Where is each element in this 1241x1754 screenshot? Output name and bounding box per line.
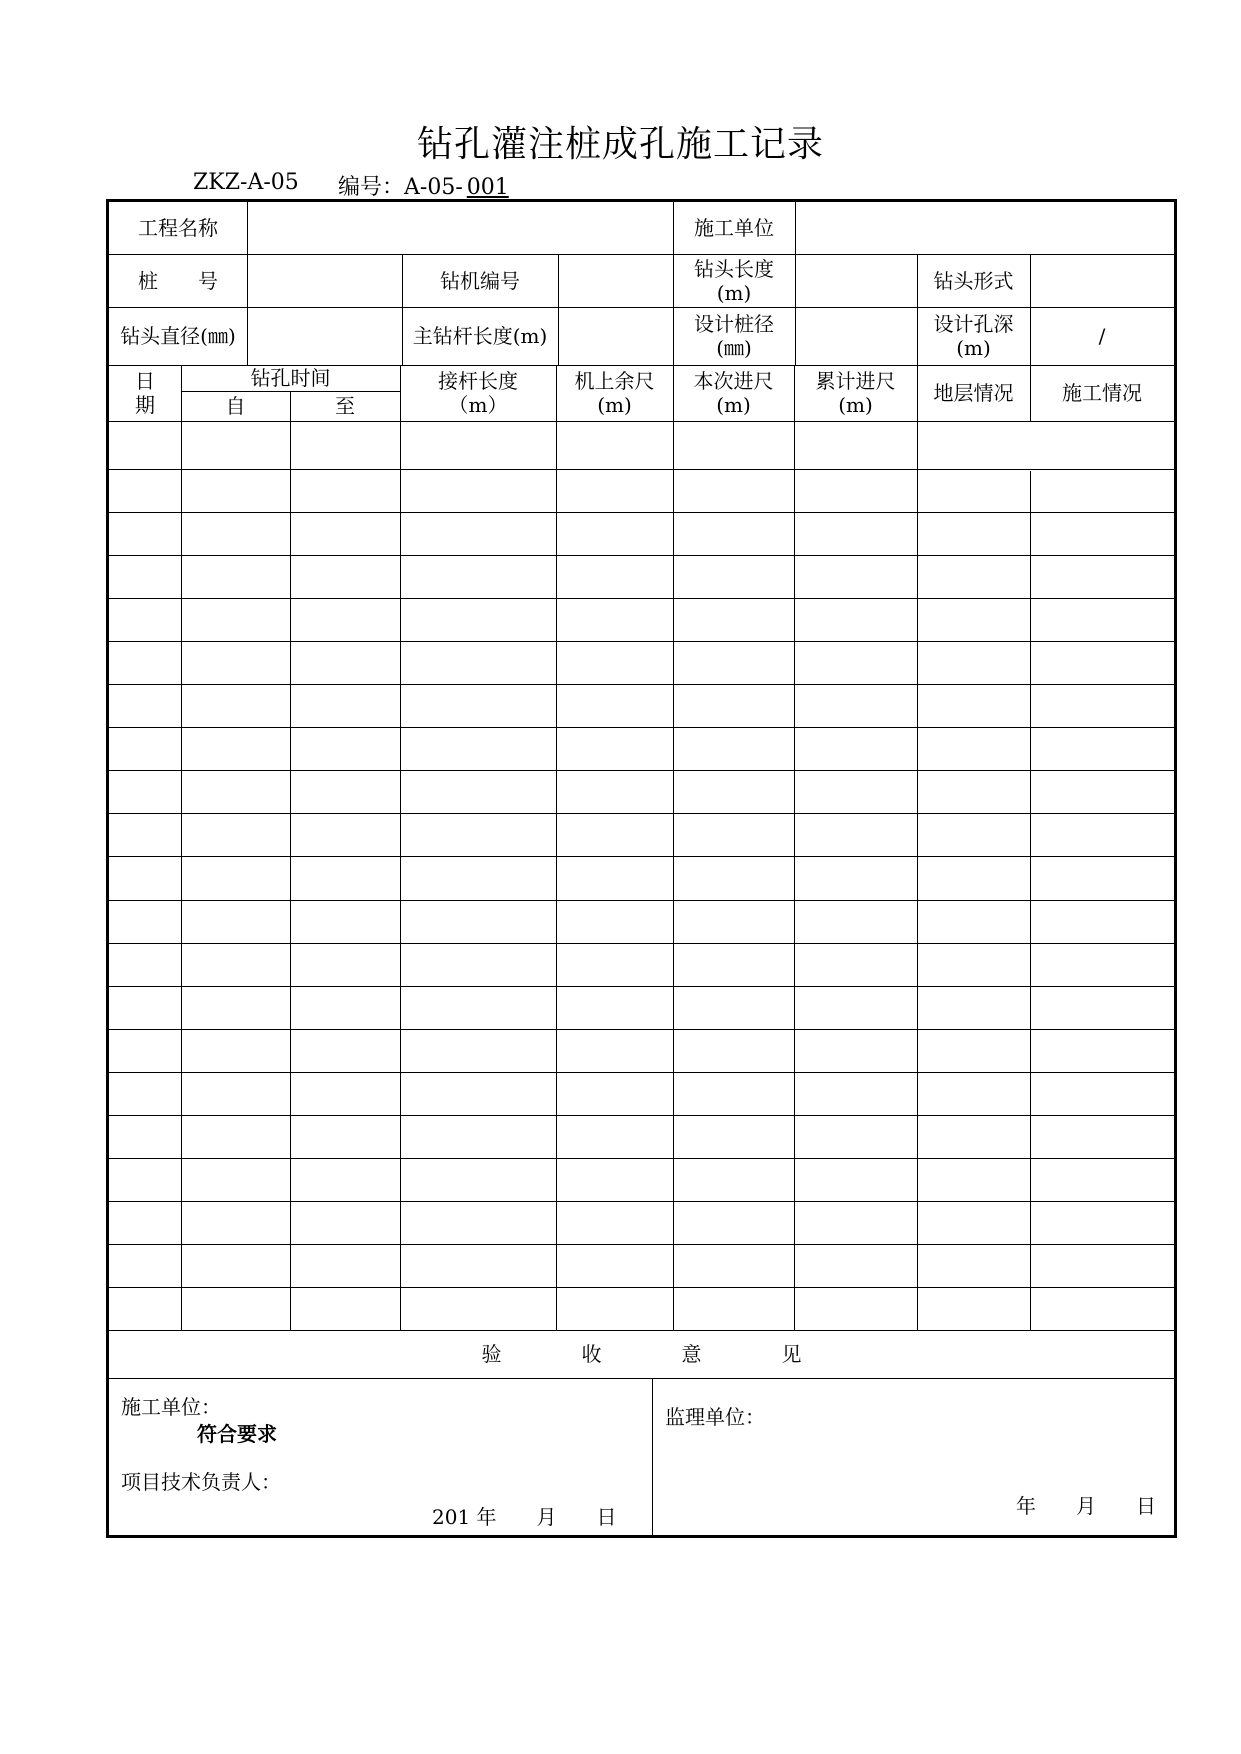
bit-type-label: 钻头形式 [933,268,1014,293]
table-cell[interactable] [1030,1072,1174,1115]
technical-lead-label: 项目技术负责人： [121,1470,281,1494]
table-cell[interactable] [917,421,1030,469]
table-cell[interactable] [181,1201,290,1244]
table-cell[interactable] [290,684,400,727]
table-cell[interactable] [673,1072,794,1115]
contractor-opinion[interactable]: 符合要求 [197,1422,277,1446]
rig-no-field[interactable] [558,254,673,307]
table-cell[interactable] [400,1072,556,1115]
table-cell[interactable] [794,598,917,641]
table-cell[interactable] [1030,770,1174,813]
rig-no-label: 钻机编号 [440,268,520,293]
table-cell[interactable] [400,555,556,598]
table-cell[interactable] [794,512,917,555]
table-cell[interactable] [181,1072,290,1115]
col-date: 日 期 [135,369,155,417]
table-cell[interactable] [109,1029,181,1072]
table-cell[interactable] [181,770,290,813]
table-cell[interactable] [794,727,917,770]
table-cell[interactable] [109,986,181,1029]
table-cell[interactable] [917,598,1030,641]
table-cell[interactable] [400,598,556,641]
table-cell[interactable] [794,1072,917,1115]
table-cell[interactable] [673,1287,794,1330]
table-cell[interactable] [556,856,673,899]
table-cell[interactable] [181,1115,290,1158]
table-cell[interactable] [290,1115,400,1158]
table-cell[interactable] [290,598,400,641]
table-cell[interactable] [400,684,556,727]
table-cell[interactable] [794,943,917,986]
table-cell[interactable] [917,555,1030,598]
table-cell[interactable] [400,900,556,943]
table-cell[interactable] [917,900,1030,943]
col-extension-length: 接杆长度 （m） [438,369,518,417]
table-cell[interactable] [109,641,181,684]
table-cell[interactable] [794,641,917,684]
table-cell[interactable] [556,641,673,684]
table-cell[interactable] [109,813,181,856]
table-cell[interactable] [1030,1029,1174,1072]
table-cell[interactable] [290,469,400,512]
table-cell[interactable] [673,900,794,943]
table-cell[interactable] [673,856,794,899]
contractor-field[interactable] [803,202,1173,254]
table-cell[interactable] [1030,684,1174,727]
col-remaining: 机上余尺 (m) [574,369,655,417]
table-cell[interactable] [917,1115,1030,1158]
document-title: 钻孔灌注桩成孔施工记录 [416,124,824,165]
table-cell[interactable] [673,1029,794,1072]
table-cell[interactable] [109,555,181,598]
table-cell[interactable] [109,1115,181,1158]
table-cell[interactable] [556,770,673,813]
main-rod-field[interactable] [558,307,673,365]
table-cell[interactable] [400,813,556,856]
table-cell[interactable] [400,1115,556,1158]
table-cell[interactable] [400,1201,556,1244]
table-cell[interactable] [794,813,917,856]
table-cell[interactable] [181,986,290,1029]
table-cell[interactable] [1030,1201,1174,1244]
table-cell[interactable] [290,813,400,856]
table-cell[interactable] [556,1244,673,1287]
col-from: 自 [225,394,246,418]
table-cell[interactable] [917,986,1030,1029]
table-cell[interactable] [290,943,400,986]
bit-length-field[interactable] [795,254,917,307]
table-cell[interactable] [917,1029,1030,1072]
col-drill-time: 钻孔时间 [250,366,331,390]
table-cell[interactable] [1030,1158,1174,1201]
table-cell[interactable] [794,1287,917,1330]
table-cell[interactable] [794,770,917,813]
table-cell[interactable] [1030,986,1174,1029]
table-cell[interactable] [556,813,673,856]
supervisor-sign-label: 监理单位： [665,1405,765,1429]
table-cell[interactable] [109,943,181,986]
grid-line [247,202,248,254]
col-cumulative-advance: 累计进尺 (m) [815,369,896,417]
table-cell[interactable] [181,1158,290,1201]
bit-length-label: 钻头长度 (m) [694,256,774,305]
table-cell[interactable] [400,1158,556,1201]
table-cell[interactable] [181,1287,290,1330]
table-cell[interactable] [794,900,917,943]
table-cell[interactable] [556,727,673,770]
table-cell[interactable] [181,856,290,899]
table-cell[interactable] [181,1029,290,1072]
table-cell[interactable] [556,684,673,727]
table-cell[interactable] [181,512,290,555]
col-to: 至 [335,394,355,418]
table-cell[interactable] [1030,856,1174,899]
table-cell[interactable] [109,900,181,943]
table-cell[interactable] [917,943,1030,986]
table-cell[interactable] [181,469,290,512]
table-cell[interactable] [556,1287,673,1330]
table-cell[interactable] [917,1158,1030,1201]
table-cell[interactable] [109,598,181,641]
bit-diameter-label: 钻头直径(㎜) [120,324,236,348]
table-cell[interactable] [794,1158,917,1201]
table-cell[interactable] [794,986,917,1029]
table-cell[interactable] [556,421,673,469]
table-cell[interactable] [1030,813,1174,856]
table-cell[interactable] [109,684,181,727]
table-cell[interactable] [290,1287,400,1330]
table-cell[interactable] [1030,598,1174,641]
table-cell[interactable] [917,770,1030,813]
table-cell[interactable] [400,1029,556,1072]
table-cell[interactable] [181,555,290,598]
table-cell[interactable] [917,684,1030,727]
table-cell[interactable] [290,555,400,598]
table-cell[interactable] [400,727,556,770]
table-cell[interactable] [1030,421,1174,469]
table-cell[interactable] [673,555,794,598]
table-cell[interactable] [400,1244,556,1287]
table-cell[interactable] [794,421,917,469]
table-cell[interactable] [794,684,917,727]
table-cell[interactable] [673,1244,794,1287]
form-number-value: 001 [466,175,509,200]
table-cell[interactable] [794,555,917,598]
bit-diameter-field[interactable] [247,307,402,365]
table-cell[interactable] [109,421,181,469]
table-cell[interactable] [109,1287,181,1330]
table-cell[interactable] [1030,727,1174,770]
table-cell[interactable] [556,598,673,641]
table-cell[interactable] [109,1072,181,1115]
form-code: ZKZ-A-05 [193,170,299,195]
table-cell[interactable] [290,641,400,684]
design-depth-field[interactable]: / [1098,324,1106,348]
table-cell[interactable] [290,1201,400,1244]
table-cell[interactable] [290,1072,400,1115]
table-cell[interactable] [556,469,673,512]
table-cell[interactable] [400,421,556,469]
form-number [338,170,509,201]
table-cell[interactable] [109,1201,181,1244]
design-depth-label: 设计孔深 (m) [933,312,1014,360]
supervisor-date: 年 月 日 [1016,1494,1156,1518]
grid-line [795,202,796,254]
table-cell[interactable] [794,856,917,899]
table-cell[interactable] [1030,1115,1174,1158]
acceptance-heading: 验 收 意 见 [481,1342,802,1366]
table-cell[interactable] [917,469,1030,512]
table-cell[interactable] [673,1115,794,1158]
table-cell[interactable] [673,986,794,1029]
table-cell[interactable] [109,1158,181,1201]
table-cell[interactable] [556,1072,673,1115]
table-cell[interactable] [181,727,290,770]
table-cell[interactable] [290,421,400,469]
table-cell[interactable] [673,641,794,684]
form-number-label: 编号：A-05- [338,175,463,200]
table-cell[interactable] [1030,469,1174,512]
table-cell[interactable] [109,856,181,899]
table-cell[interactable] [1030,1287,1174,1330]
table-cell[interactable] [673,421,794,469]
table-cell[interactable] [673,512,794,555]
table-cell[interactable] [400,1287,556,1330]
col-stratum: 地层情况 [933,381,1014,405]
bit-type-field[interactable] [1030,254,1174,307]
table-cell[interactable] [181,900,290,943]
table-cell[interactable] [673,727,794,770]
table-cell[interactable] [290,727,400,770]
table-cell[interactable] [400,770,556,813]
table-cell[interactable] [917,813,1030,856]
table-cell[interactable] [181,1244,290,1287]
table-cell[interactable] [917,856,1030,899]
table-cell[interactable] [400,943,556,986]
table-cell[interactable] [290,856,400,899]
table-cell[interactable] [794,1201,917,1244]
table-cell[interactable] [109,727,181,770]
table-cell[interactable] [290,1029,400,1072]
pile-no-label: 桩 号 [138,268,218,293]
table-cell[interactable] [400,641,556,684]
table-cell[interactable] [673,943,794,986]
table-cell[interactable] [181,598,290,641]
table-cell[interactable] [1030,900,1174,943]
table-cell[interactable] [794,1244,917,1287]
project-name-field[interactable] [255,202,665,254]
table-cell[interactable] [109,512,181,555]
design-pile-diameter-label: 设计桩径 (㎜) [694,312,774,360]
table-cell[interactable] [673,813,794,856]
table-cell[interactable] [794,1029,917,1072]
table-cell[interactable] [290,1158,400,1201]
table-cell[interactable] [673,598,794,641]
table-cell[interactable] [673,469,794,512]
table-cell[interactable] [917,1287,1030,1330]
table-cell[interactable] [290,512,400,555]
table-cell[interactable] [794,469,917,512]
table-cell[interactable] [1030,555,1174,598]
table-cell[interactable] [181,641,290,684]
table-cell[interactable] [917,512,1030,555]
table-cell[interactable] [917,1201,1030,1244]
table-cell[interactable] [109,770,181,813]
table-cell[interactable] [556,512,673,555]
col-current-advance: 本次进尺 (m) [693,369,774,417]
table-cell[interactable] [917,727,1030,770]
table-cell[interactable] [556,1201,673,1244]
table-cell[interactable] [400,986,556,1029]
table-cell[interactable] [556,1115,673,1158]
contractor-date: 201 年 月 日 [432,1505,617,1529]
table-cell[interactable] [290,770,400,813]
col-construction: 施工情况 [1062,381,1142,405]
contractor-sign-label: 施工单位： [121,1395,221,1419]
table-cell[interactable] [794,1115,917,1158]
table-cell[interactable] [917,1072,1030,1115]
table-cell[interactable] [290,1244,400,1287]
table-cell[interactable] [673,684,794,727]
table-cell[interactable] [556,555,673,598]
table-cell[interactable] [917,1244,1030,1287]
design-pile-diameter-field[interactable] [795,307,917,365]
table-cell[interactable] [556,900,673,943]
table-cell[interactable] [556,1029,673,1072]
table-cell[interactable] [109,469,181,512]
table-cell[interactable] [1030,943,1174,986]
table-cell[interactable] [181,421,290,469]
table-cell[interactable] [1030,512,1174,555]
table-cell[interactable] [109,1244,181,1287]
table-cell[interactable] [1030,641,1174,684]
table-cell[interactable] [673,770,794,813]
table-cell[interactable] [917,641,1030,684]
table-cell[interactable] [181,943,290,986]
table-cell[interactable] [290,900,400,943]
grid-line [652,1378,653,1535]
table-cell[interactable] [1030,1244,1174,1287]
table-cell[interactable] [556,943,673,986]
project-name-label: 工程名称 [138,216,218,240]
table-cell[interactable] [673,1201,794,1244]
table-cell[interactable] [400,469,556,512]
table-cell[interactable] [673,1158,794,1201]
table-cell[interactable] [400,512,556,555]
table-cell[interactable] [181,813,290,856]
contractor-label: 施工单位 [694,216,774,240]
table-cell[interactable] [400,856,556,899]
record-sheet [106,199,1177,1538]
grid-line [109,1378,1174,1379]
table-cell[interactable] [181,684,290,727]
table-cell[interactable] [290,986,400,1029]
pile-no-field[interactable] [247,254,402,307]
table-cell[interactable] [556,986,673,1029]
main-rod-label: 主钻杆长度(m) [412,324,548,348]
table-cell[interactable] [556,1158,673,1201]
